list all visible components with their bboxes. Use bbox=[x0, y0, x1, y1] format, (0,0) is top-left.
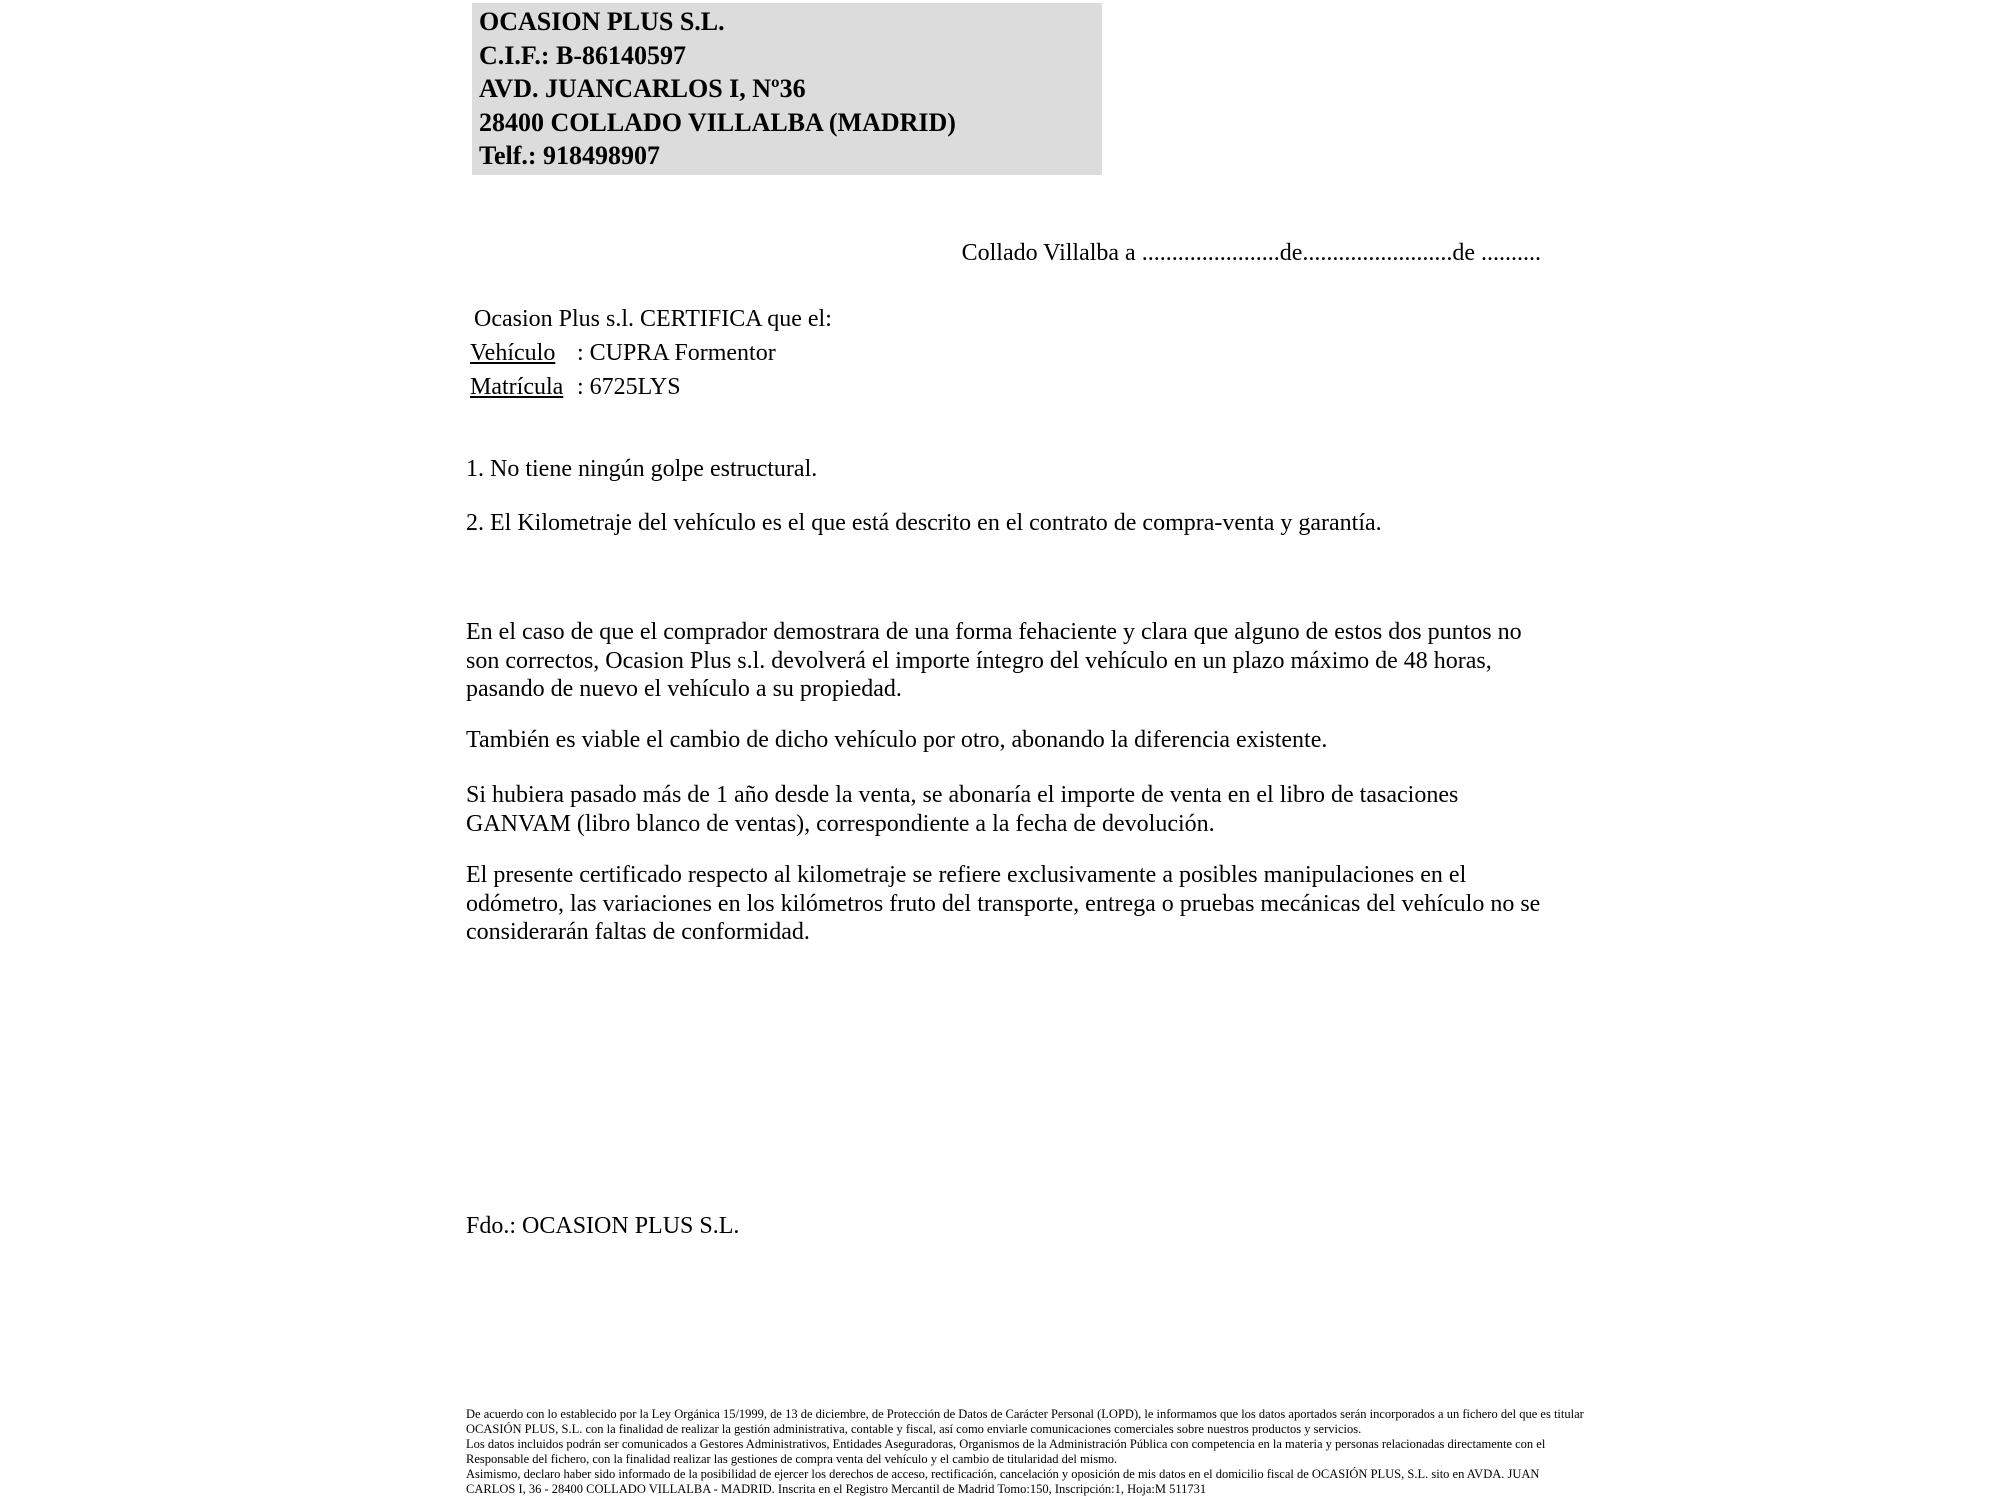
legal-footer bbox=[466, 1407, 1584, 1496]
legal-line: Responsable del fichero, con la finalidad realizar las gestiones de compra venta del vehículo y el cambio de titularidad del mismo. bbox=[466, 1451, 1118, 1466]
condition-point-1: 1. No tiene ningún golpe estructural. bbox=[466, 456, 818, 482]
paragraph-odometer-disclaimer: El presente certificado respecto al kilometraje se refiere exclusivamente a posibles manipulaciones en el odómetro, las variaciones en los kilómetros fruto del transporte, entrega o pruebas mecánicas del vehículo no se considerarán faltas de conformidad. bbox=[466, 862, 1541, 945]
legal-line: Asimismo, declaro haber sido informado de la posibilidad de ejercer los derechos de acceso, rectificación, cancelación y oposición de mis datos en el domicilio fiscal de OCASIÓN PLUS, S.L. sito en AVDA. JUAN bbox=[466, 1466, 1540, 1481]
legal-line: De acuerdo con lo establecido por la Ley Orgánica 15/1999, de 13 de diciembre, de Protección de Datos de Carácter Personal (LOPD), le informamos que los datos aportados serán incorporados a un fichero del que es titular bbox=[466, 1407, 1584, 1421]
date-line: Collado Villalba a .......................de.........................de .......... bbox=[961, 240, 1541, 266]
paragraph-ganvam-valuation: Si hubiera pasado más de 1 año desde la venta, se abonaría el importe de venta en el libro de tasaciones GANVAM (libro blanco de ventas), correspondiente a la fecha de devolución. bbox=[466, 782, 1459, 837]
paragraph-refund-guarantee: En el caso de que el comprador demostrara de una forma fehaciente y clara que alguno de estos dos puntos no son correctos, Ocasion Plus s.l. devolverá el importe íntegro del vehículo en un plazo máximo de 48 horas, pasando de nuevo el vehículo a su propiedad. bbox=[466, 619, 1522, 702]
company-cif: C.I.F.: B-86140597 bbox=[479, 40, 687, 70]
company-header-block bbox=[472, 3, 1102, 175]
legal-line: CARLOS I, 36 - 28400 COLLADO VILLALBA - MADRID. Inscrita en el Registro Mercantil de Madrid Tomo:150, Inscripción:1, Hoja:M 511731 bbox=[466, 1481, 1207, 1496]
company-phone: Telf.: 918498907 bbox=[479, 141, 661, 170]
legal-line: OCASIÓN PLUS, S.L. con la finalidad de realizar la gestión administrativa, contable y fiscal, así como enviarle comunicaciones comerciales sobre nuestros productos y servicios. bbox=[466, 1421, 1362, 1436]
plate-row bbox=[470, 370, 832, 404]
vehicle-value: : CUPRA Formentor bbox=[577, 340, 776, 366]
company-city: 28400 COLLADO VILLALBA (MADRID) bbox=[479, 107, 956, 137]
company-name: OCASION PLUS S.L. bbox=[479, 7, 725, 36]
vehicle-row bbox=[470, 336, 832, 370]
signature-line: Fdo.: OCASION PLUS S.L. bbox=[466, 1213, 740, 1239]
plate-label: Matrícula bbox=[470, 374, 564, 400]
paragraph-vehicle-exchange: También es viable el cambio de dicho vehículo por otro, abonando la diferencia existente. bbox=[466, 727, 1328, 753]
company-address: AVD. JUANCARLOS I, Nº36 bbox=[479, 74, 806, 103]
certify-intro: Ocasion Plus s.l. CERTIFICA que el: bbox=[474, 306, 832, 332]
legal-line: Los datos incluidos podrán ser comunicados a Gestores Administrativos, Entidades Aseguradoras, Organismos de la Administración Pública con competencia en la materia y personas relacionadas directamente con el bbox=[466, 1436, 1546, 1451]
condition-point-2: 2. El Kilometraje del vehículo es el que está descrito en el contrato de compra-venta y garantía. bbox=[466, 510, 1382, 536]
vehicle-label: Vehículo bbox=[470, 340, 556, 366]
plate-value: : 6725LYS bbox=[577, 374, 681, 400]
certificate-block bbox=[470, 302, 832, 404]
